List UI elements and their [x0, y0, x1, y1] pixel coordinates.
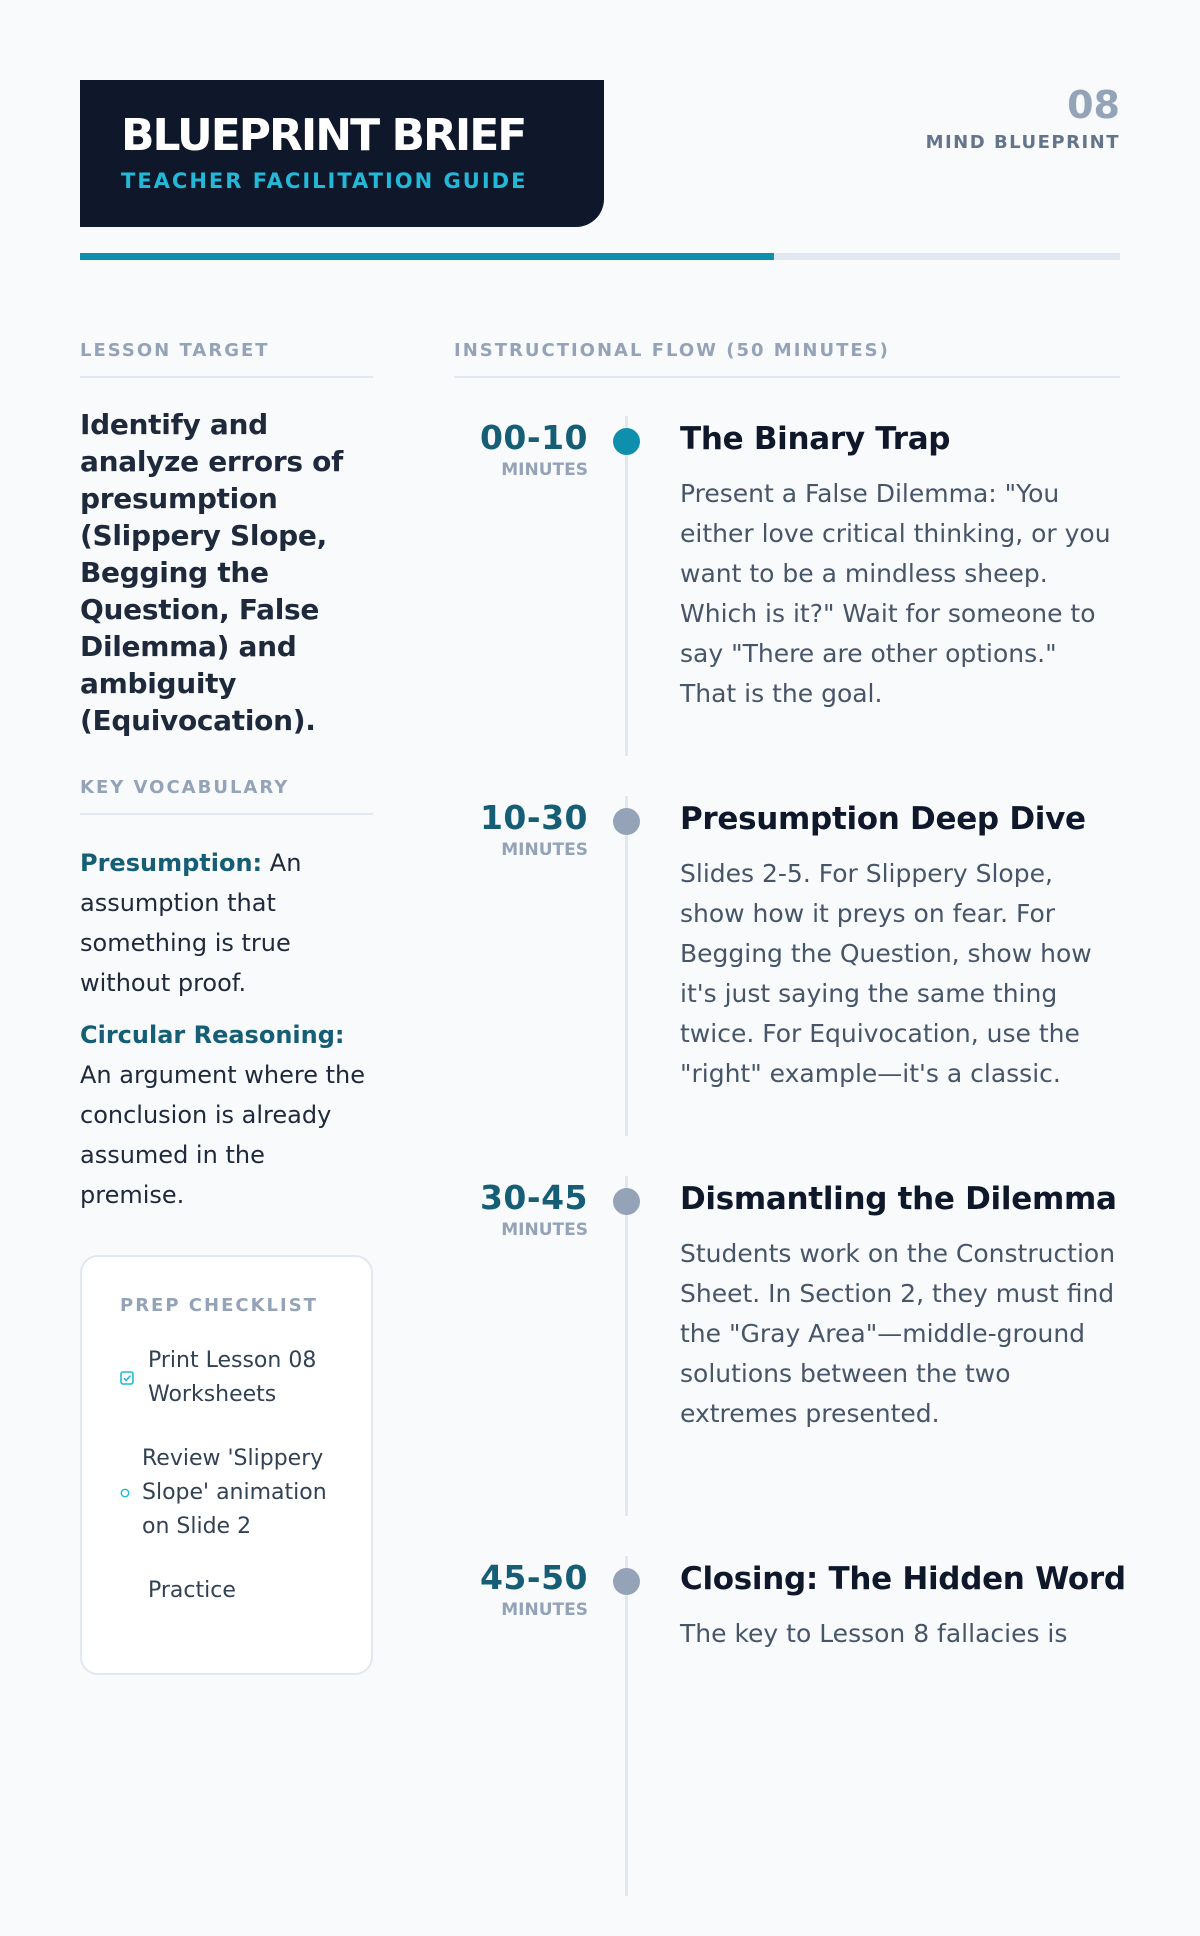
- phase-body: [680, 1178, 1120, 1434]
- facilitation-guide-page: [80, 80, 1126, 1648]
- document-label: MIND BLUEPRINT: [925, 132, 1120, 153]
- checkbox-icon[interactable]: [120, 1371, 134, 1385]
- vocabulary-definition: An argument where the conclusion is already assumed in the premise.: [80, 1061, 365, 1209]
- timeline-phase: [454, 1556, 1126, 1936]
- header: [80, 80, 1120, 260]
- phase-time: [454, 418, 588, 480]
- time-range: 30-45: [479, 1178, 588, 1217]
- vocabulary-term: Presumption:: [80, 849, 263, 877]
- timeline-dot: [613, 428, 640, 455]
- vocabulary-item: [80, 843, 373, 1003]
- vocabulary-definition: An assumption that something is true without proof.: [80, 849, 302, 997]
- document-number: 08: [1067, 83, 1120, 127]
- brand-title: BLUEPRINT BRIEF: [121, 110, 526, 161]
- lesson-target-heading: LESSON TARGET: [80, 340, 373, 378]
- timeline-phase: [454, 796, 1120, 1176]
- time-range: 00-10: [479, 418, 588, 457]
- timeline-rail: [625, 1176, 628, 1516]
- phase-description: Students work on the Construction Sheet. In Section 2, they must find the "Gray Area"—middle-ground solutions between the two extremes presented.: [680, 1239, 1116, 1428]
- phase-body: [680, 1558, 1126, 1654]
- vocabulary-item: [80, 1015, 373, 1215]
- vocabulary-heading: KEY VOCABULARY: [80, 777, 373, 815]
- phase-body: [680, 798, 1120, 1094]
- phase-time: [454, 798, 588, 860]
- instructional-flow: [454, 340, 1126, 1936]
- phase-time: [454, 1178, 588, 1240]
- checklist-item-label: Review 'Slippery Slope' animation on Slide 2: [142, 1446, 327, 1539]
- timeline-dot: [613, 808, 640, 835]
- flow-heading: INSTRUCTIONAL FLOW (50 MINUTES): [454, 340, 1120, 378]
- vocabulary-term: Circular Reasoning:: [80, 1021, 345, 1049]
- time-range: 45-50: [479, 1558, 588, 1597]
- checklist-item-label: Practice: [148, 1578, 236, 1603]
- circle-icon[interactable]: [120, 1488, 130, 1498]
- phase-body: [680, 418, 1120, 714]
- checklist-item-label: Print Lesson 08 Worksheets: [148, 1348, 317, 1407]
- time-unit: MINUTES: [501, 1220, 588, 1240]
- timeline-dot: [613, 1188, 640, 1215]
- time-unit: MINUTES: [501, 840, 588, 860]
- checklist-item[interactable]: [120, 1344, 333, 1412]
- timeline-dot: [613, 1568, 640, 1595]
- phase-description: The key to Lesson 8 fallacies is: [680, 1619, 1068, 1648]
- timeline: [454, 416, 1126, 1936]
- checklist-item[interactable]: [120, 1442, 333, 1544]
- lesson-target-text: Identify and analyze errors of presumption (Slippery Slope, Begging the Question, False Dilemma) and ambiguity (Equivocation).: [80, 408, 343, 737]
- timeline-rail: [625, 416, 628, 756]
- phase-title: Dismantling the Dilemma: [680, 1181, 1117, 1217]
- phase-description: Present a False Dilemma: "You either love critical thinking, or you want to be a mindless sheep. Which is it?" Wait for someone to say "There are other options." That is the goal.: [680, 479, 1111, 708]
- checklist-item[interactable]: [120, 1574, 333, 1608]
- brand-block: [80, 80, 604, 227]
- timeline-phase: [454, 1176, 1120, 1556]
- phase-description: Slides 2-5. For Slippery Slope, show how it preys on fear. For Begging the Question, show how it's just saying the same thing twice. For Equivocation, use the "right" example—it's a classic.: [680, 859, 1092, 1088]
- timeline-phase: [454, 416, 1120, 796]
- progress-bar: [80, 253, 1120, 260]
- prep-checklist-card: [80, 1255, 373, 1675]
- timeline-rail: [625, 1556, 628, 1896]
- timeline-rail: [625, 796, 628, 1136]
- time-range: 10-30: [479, 798, 588, 837]
- checklist-heading: PREP CHECKLIST: [120, 1295, 318, 1316]
- phase-time: [454, 1558, 588, 1620]
- progress-fill: [80, 253, 774, 260]
- phase-title: The Binary Trap: [680, 421, 951, 457]
- document-meta: [926, 82, 1120, 153]
- brand-subtitle: TEACHER FACILITATION GUIDE: [121, 169, 528, 193]
- time-unit: MINUTES: [501, 460, 588, 480]
- time-unit: MINUTES: [501, 1600, 588, 1620]
- sidebar: [80, 340, 373, 1675]
- phase-title: Closing: The Hidden Word: [680, 1561, 1126, 1597]
- phase-title: Presumption Deep Dive: [680, 801, 1086, 837]
